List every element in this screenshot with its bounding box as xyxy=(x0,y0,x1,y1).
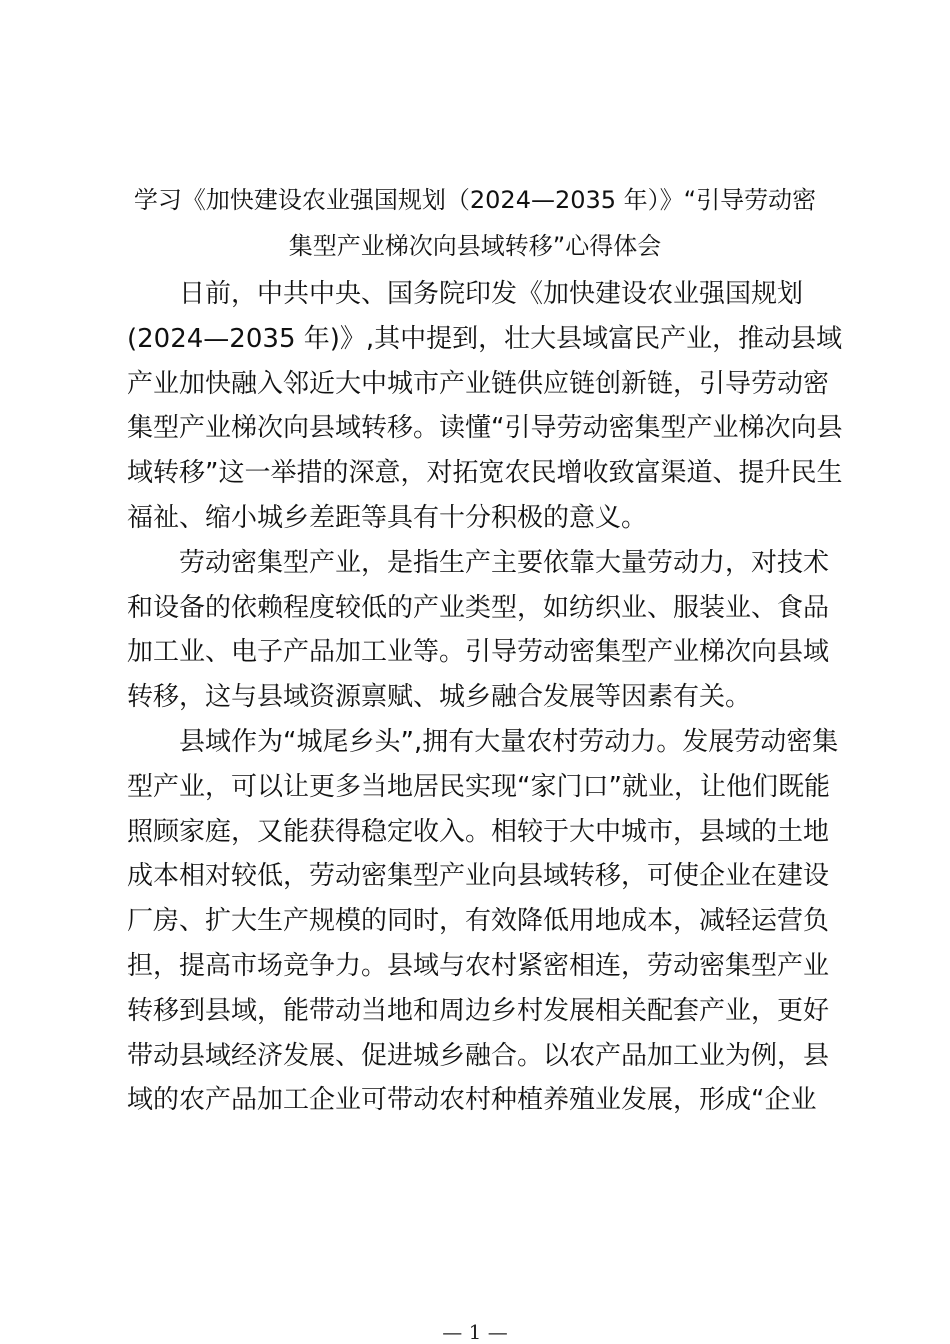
text-line: 域的农产品加工企业可带动农村种植养殖业发展，形成“企业 xyxy=(127,1085,817,1116)
document-body xyxy=(127,272,847,1123)
document-title-line-2: 集型产业梯次向县域转移”心得体会 xyxy=(288,232,662,260)
text-line: 加工业、电子产品加工业等。引导劳动密集型产业梯次向县域 xyxy=(127,637,830,668)
text-line: 日前，中共中央、国务院印发《加快建设农业强国规划 xyxy=(127,279,804,309)
text-line: 担，提高市场竞争力。县域与农村紧密相连，劳动密集型产业 xyxy=(127,950,830,981)
text-line: 域转移”这一举措的深意，对拓宽农民增收致富渠道、提升民生 xyxy=(127,458,843,489)
text-line: 厂房、扩大生产规模的同时，有效降低用地成本，减轻运营负 xyxy=(127,906,830,937)
text-line: 福祉、缩小城乡差距等具有十分积极的意义。 xyxy=(127,502,648,533)
text-line: 型产业，可以让更多当地居民实现“家门口”就业，让他们既能 xyxy=(127,771,830,802)
text-line: 和设备的依赖程度较低的产业类型，如纺织业、服装业、食品 xyxy=(127,592,830,623)
paragraph-3 xyxy=(127,720,847,1123)
text-line: 转移，这与县域资源禀赋、城乡融合发展等因素有关。 xyxy=(127,682,752,713)
text-line: 照顾家庭，又能获得稳定收入。相较于大中城市，县域的土地 xyxy=(127,816,830,847)
text-line: 带动县域经济发展、促进城乡融合。以农产品加工业为例，县 xyxy=(127,1040,830,1071)
text-line: 产业加快融入邻近大中城市产业链供应链创新链，引导劳动密 xyxy=(127,368,830,399)
text-line: 县域作为“城尾乡头”,拥有大量农村劳动力。发展劳动密集 xyxy=(127,726,839,757)
text-line: 成本相对较低，劳动密集型产业向县域转移，可使企业在建设 xyxy=(127,861,830,892)
text-line: 转移到县域，能带动当地和周边乡村发展相关配套产业，更好 xyxy=(127,995,830,1026)
text-line: (2024—2035 年)》,其中提到，壮大县域富民产业，推动县域 xyxy=(127,323,843,354)
paragraph-2 xyxy=(127,541,847,720)
paragraph-1 xyxy=(127,272,847,541)
text-line: 集型产业梯次向县域转移。读懂“引导劳动密集型产业梯次向县 xyxy=(127,413,843,444)
text-line: 劳动密集型产业，是指生产主要依靠大量劳动力，对技术 xyxy=(127,547,830,578)
page-number: — 1 — xyxy=(442,1320,508,1344)
document-title-line-1: 学习《加快建设农业强国规划（2024—2035 年）》“引导劳动密 xyxy=(133,186,817,214)
